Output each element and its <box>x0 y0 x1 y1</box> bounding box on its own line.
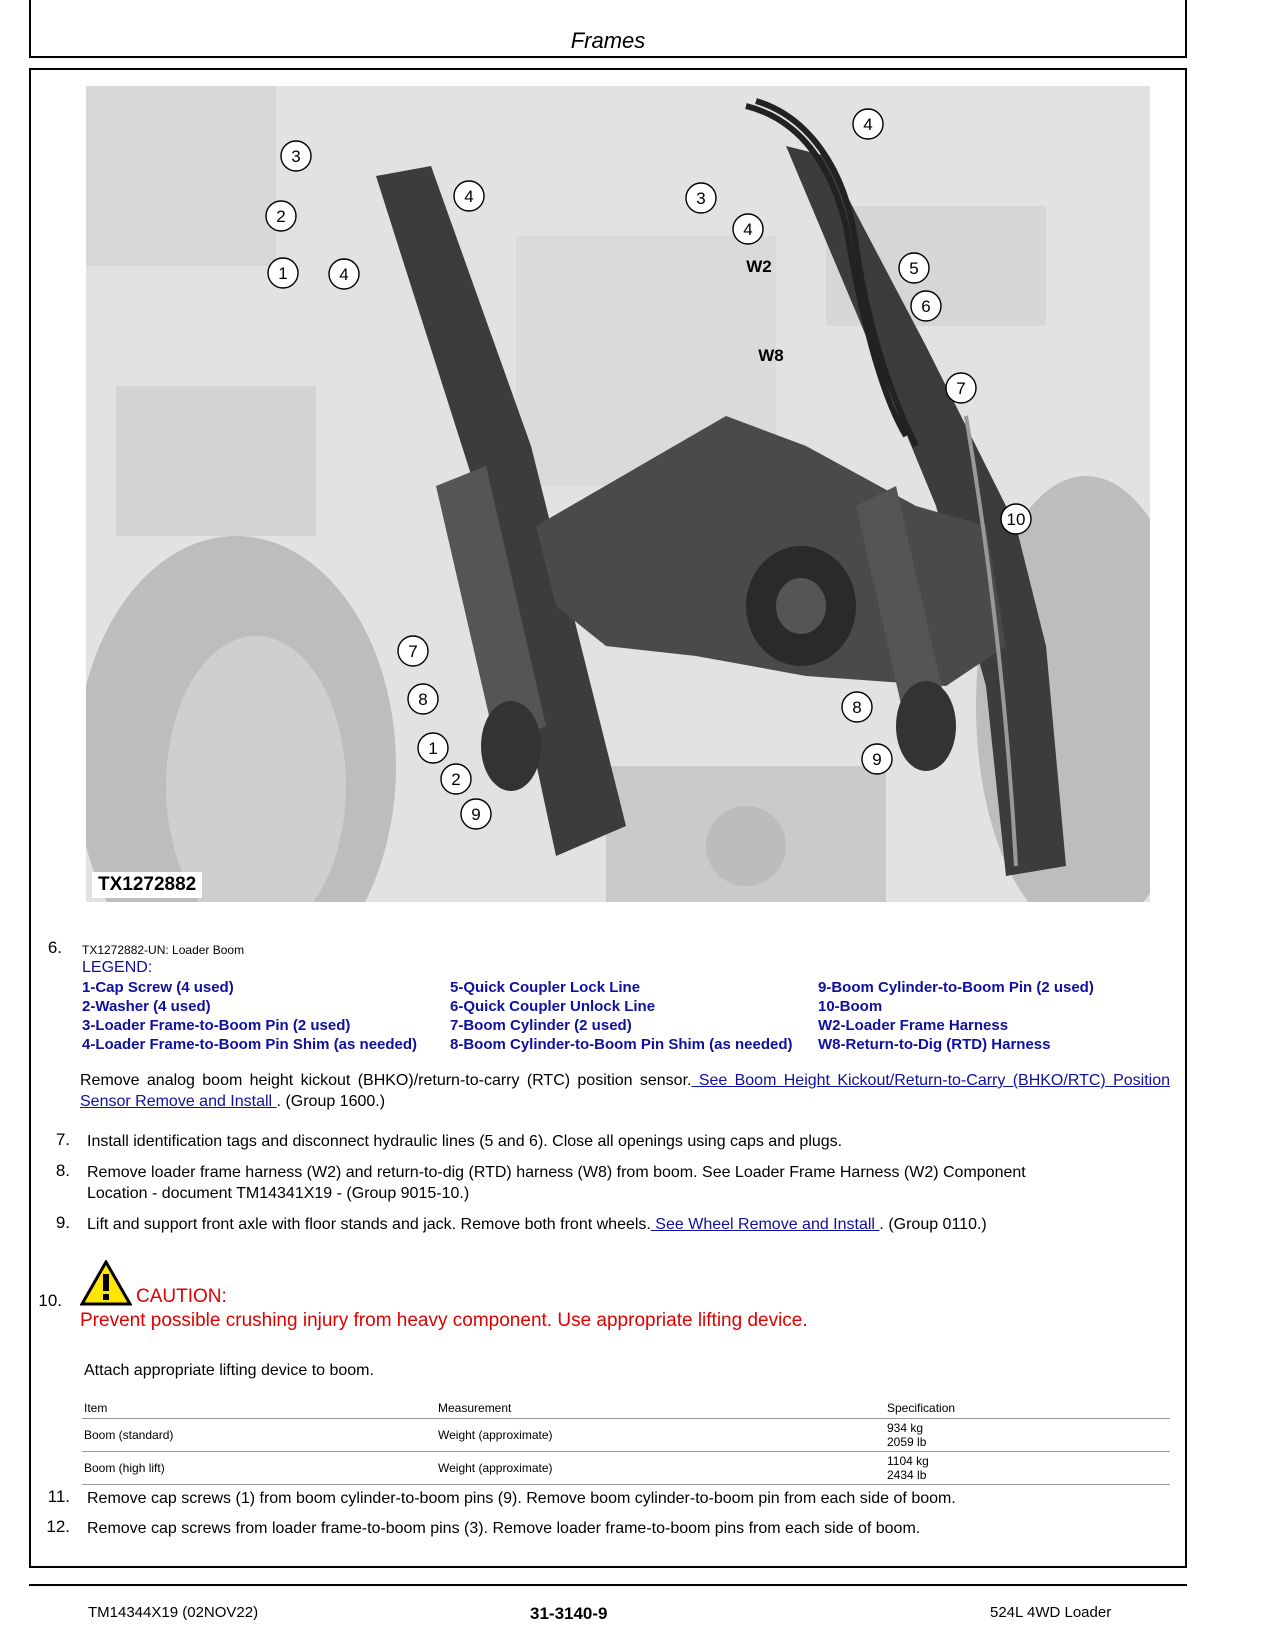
header-frame <box>29 0 1187 58</box>
table-cell: Boom (standard) <box>82 1419 436 1452</box>
step-12-text: Remove cap screws from loader frame-to-boom pins (3). Remove loader frame-to-boom pins from each side of boom. <box>87 1520 921 1537</box>
svg-text:4: 4 <box>863 115 873 134</box>
legend-item: 3-Loader Frame-to-Boom Pin (2 used) <box>82 1017 351 1034</box>
footer-model: 524L 4WD Loader <box>990 1604 1112 1621</box>
svg-text:4: 4 <box>339 265 349 284</box>
step-6-group: . (Group 1600.) <box>276 1093 386 1110</box>
legend-item: 8-Boom Cylinder-to-Boom Pin Shim (as needed) <box>450 1036 793 1053</box>
legend-column-1 <box>82 978 437 1054</box>
spec-metric: 1104 kg <box>887 1454 929 1468</box>
spec-imperial: 2434 lb <box>887 1468 927 1482</box>
svg-text:2: 2 <box>276 207 286 226</box>
legend-title: LEGEND: <box>82 959 153 976</box>
spec-imperial: 2059 lb <box>887 1435 927 1449</box>
step-11-number: 11. <box>47 1487 70 1506</box>
table-cell <box>885 1452 1170 1485</box>
figure-id-label: TX1272882 <box>92 872 202 898</box>
caution-text: Prevent possible crushing injury from heavy component. Use appropriate lifting device. <box>80 1310 808 1331</box>
table-cell: Weight (approximate) <box>436 1452 885 1485</box>
step-12-number: 12. <box>46 1517 70 1536</box>
legend-column-3 <box>818 978 1168 1054</box>
table-header: Item <box>82 1398 436 1419</box>
section-title: Frames <box>570 28 646 53</box>
table-row <box>82 1452 1170 1485</box>
legend-item: 2-Washer (4 used) <box>82 998 211 1015</box>
svg-text:4: 4 <box>743 220 753 239</box>
svg-text:5: 5 <box>909 259 919 278</box>
legend-item: 1-Cap Screw (4 used) <box>82 979 234 996</box>
svg-text:8: 8 <box>852 698 862 717</box>
boom-weight-table <box>82 1398 1170 1485</box>
svg-text:10: 10 <box>1006 510 1026 529</box>
svg-text:7: 7 <box>408 642 418 661</box>
svg-text:3: 3 <box>696 189 706 208</box>
loader-boom-illustration <box>86 86 1150 902</box>
svg-text:1: 1 <box>278 264 288 283</box>
step-9-instruction: Lift and support front axle with floor stands and jack. Remove both front wheels. <box>87 1216 651 1233</box>
step-7-number: 7. <box>55 1130 70 1149</box>
svg-text:6: 6 <box>921 297 931 316</box>
warning-icon <box>80 1260 132 1306</box>
wheel-remove-install-link[interactable]: See Wheel Remove and Install <box>650 1216 880 1233</box>
step-7-text: Install identification tags and disconnect hydraulic lines (5 and 6). Close all openings using caps and plugs. <box>87 1133 843 1150</box>
spec-metric: 934 kg <box>887 1421 924 1435</box>
step-8-text-line-2: Location - document TM14341X19 - (Group 9015-10.) <box>87 1185 470 1202</box>
svg-text:3: 3 <box>291 147 301 166</box>
svg-text:2: 2 <box>451 770 461 789</box>
step-8-number: 8. <box>55 1161 70 1180</box>
step-6-instruction: Remove analog boom height kickout (BHKO)/return-to-carry (RTC) position sensor. <box>80 1072 692 1089</box>
table-cell <box>885 1419 1170 1452</box>
step-10-number: 10. <box>38 1291 62 1310</box>
footer-page-number: 31-3140-9 <box>530 1604 608 1623</box>
footer-divider <box>29 1584 1187 1586</box>
step-8-text-line-1: Remove loader frame harness (W2) and return-to-dig (RTD) harness (W8) from boom. See Loader Frame Harness (W2) Component <box>87 1164 1026 1181</box>
legend-item: 4-Loader Frame-to-Boom Pin Shim (as needed) <box>82 1036 418 1053</box>
step-6-number: 6. <box>47 938 62 957</box>
step-9-number: 9. <box>55 1213 70 1232</box>
svg-text:9: 9 <box>872 750 882 769</box>
caution-label: CAUTION: <box>136 1286 227 1307</box>
table-cell: Boom (high lift) <box>82 1452 436 1485</box>
svg-text:9: 9 <box>471 805 481 824</box>
loader-boom-figure <box>86 86 1150 902</box>
table-header: Specification <box>885 1398 1170 1419</box>
svg-text:1: 1 <box>428 739 438 758</box>
svg-text:7: 7 <box>956 379 966 398</box>
legend-item: 5-Quick Coupler Lock Line <box>450 979 641 996</box>
legend-item: W2-Loader Frame Harness <box>818 1017 1009 1034</box>
table-header: Measurement <box>436 1398 885 1419</box>
svg-text:W8: W8 <box>758 346 784 365</box>
step-9-group: . (Group 0110.) <box>879 1216 987 1233</box>
legend-item: 6-Quick Coupler Unlock Line <box>450 998 656 1015</box>
figure-caption: TX1272882-UN: Loader Boom <box>82 943 245 957</box>
legend-item: 10-Boom <box>818 998 883 1015</box>
legend-item: W8-Return-to-Dig (RTD) Harness <box>818 1036 1051 1053</box>
legend-column-2 <box>450 978 805 1054</box>
step-9-text <box>87 1214 987 1235</box>
step-6-text <box>80 1070 1170 1112</box>
svg-text:4: 4 <box>464 187 474 206</box>
boom-height-kickout-link[interactable]: See Boom Height Kickout/Return-to-Carry (BHKO/RTC) Position Sensor Remove and Install <box>80 1072 1170 1110</box>
footer-doc-id: TM14344X19 (02NOV22) <box>88 1604 259 1621</box>
legend-item: 9-Boom Cylinder-to-Boom Pin (2 used) <box>818 979 1094 996</box>
legend-item: 7-Boom Cylinder (2 used) <box>450 1017 632 1034</box>
table-row <box>82 1419 1170 1452</box>
table-cell: Weight (approximate) <box>436 1419 885 1452</box>
svg-text:W2: W2 <box>746 257 772 276</box>
step-10-text: Attach appropriate lifting device to boom. <box>84 1362 374 1379</box>
step-11-text: Remove cap screws (1) from boom cylinder-to-boom pins (9). Remove boom cylinder-to-boom pin from each side of boom. <box>87 1490 956 1507</box>
svg-text:8: 8 <box>418 690 428 709</box>
